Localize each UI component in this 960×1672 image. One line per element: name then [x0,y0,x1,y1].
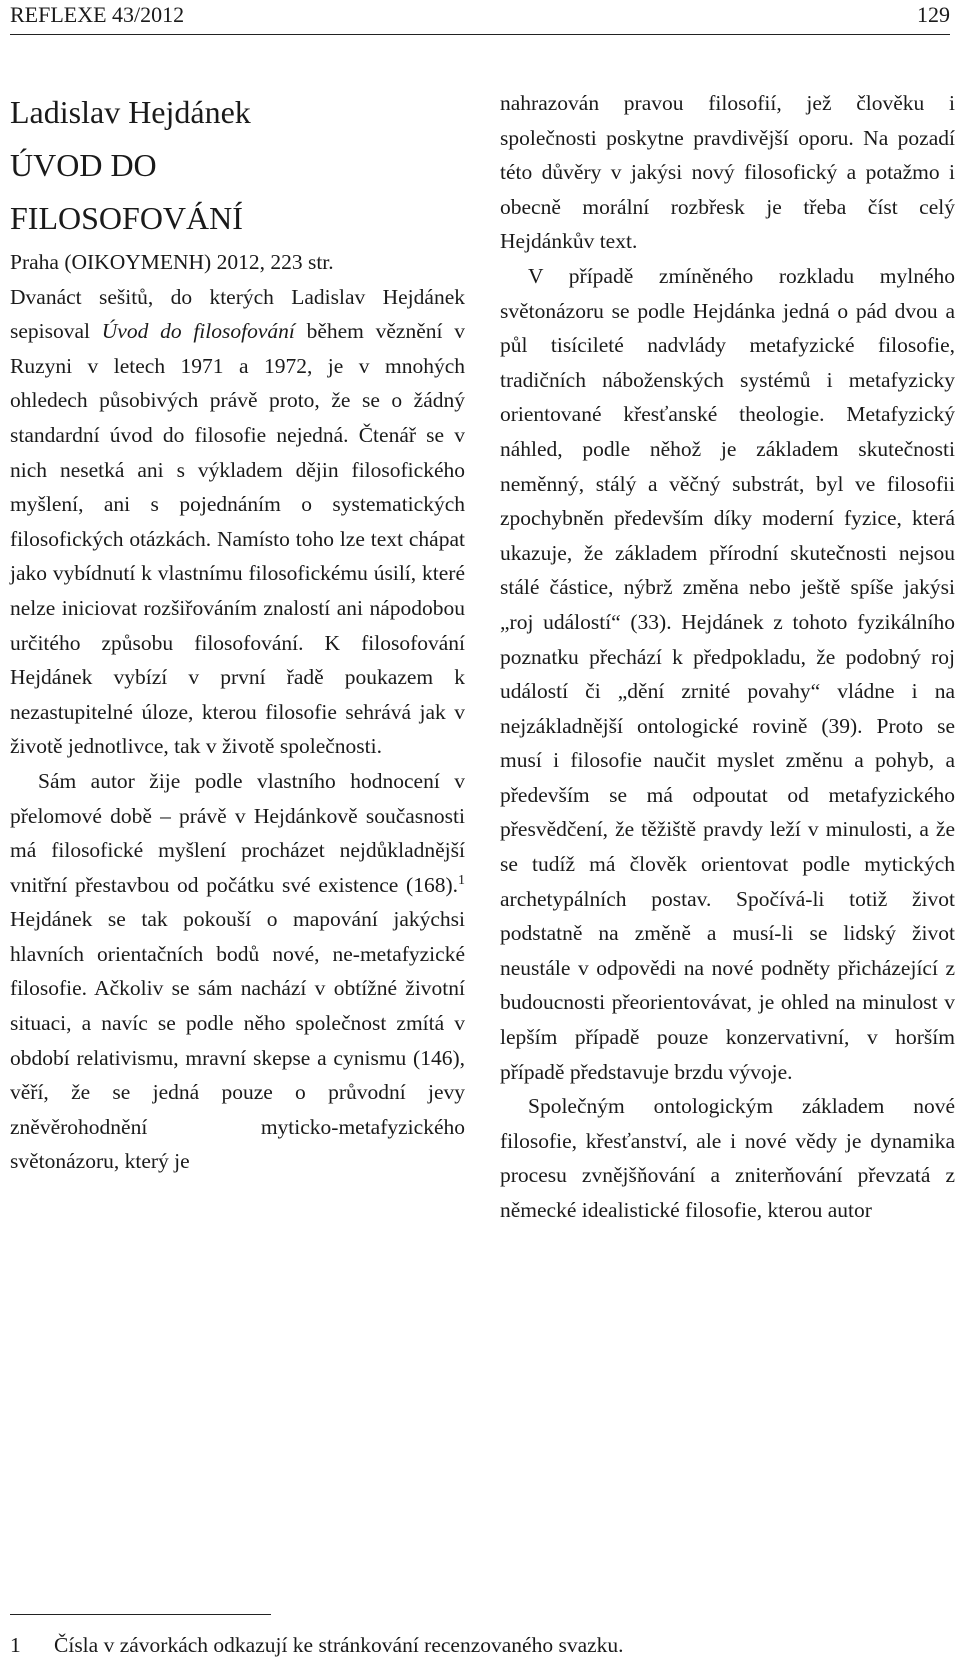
footnote-number: 1 [10,1633,21,1657]
page-number: 129 [917,2,950,27]
paragraph-text: Sám autor žije podle vlastního hodnocení v přelomové době – právě v Hejdánkově současnosti má filosofické myšlení procházet nejdůkladnější vnitřní přestavbou od počátku své existence (168). [10,768,465,897]
paragraph-text: Dvanáct sešitů, do kterých Ladislav Hejdánek sepisoval [10,284,465,344]
publication-info: Praha (OIKOYMENH) 2012, 223 str. [10,250,334,274]
footnote-text: Čísla v závorkách odkazují ke stránkování recenzovaného svazku. [54,1633,624,1657]
paragraph-text: Hejdánek se tak pokouší o mapování jakýchsi hlavních orientačních bodů nové, ne-metafyzické filosofie. Ačkoliv se sám nachází v obtížné životní situaci, a navíc se podle něho společnost zmítá v období relativismu, mravní skepse a cynismu (146), věří, že se jedná pouze o průvodní jevy zněvěrohodnění myticko-metafyzického světonázoru, který je [10,907,465,1174]
running-header [10,0,950,35]
book-title-italic: Úvod do filosofování [101,319,295,344]
paragraph-text: během věznění v Ruzyni v letech 1971 a 1972, je v mnohých ohledech působivých právě proto, že se o žádný standardní úvod do filosofie nejedná. Čtenář se v nich nesetká ani s výkladem dějin filosofického myšlení, ani s pojednáním o systematických filosofických otázkách. Namísto toho lze text chápat jako vybídnutí k vlastnímu filosofickému úsilí, které nelze iniciovat rozšiřováním znalostí ani nápodobou určitého způsobu filosofování. K filosofování Hejdánek vybízí v první řadě poukazem k nezastupitelné úloze, kterou filosofie sehrává jak v životě jednotlivce, tak v životě společnosti. [10,319,465,759]
paragraph [10,280,465,764]
paragraph: Společným ontologickým základem nové filosofie, křesťanství, ale i nové vědy je dynamika procesu zvnějšňování a zniterňování převzatá z německé idealistické filosofie, kterou autor [500,1094,955,1222]
review-author: Ladislav Hejdánek [10,94,251,130]
right-column [500,86,955,1228]
footnote [10,1630,624,1660]
paragraph: nahrazován pravou filosofií, jež člověku i společnosti poskytne pravdivější oporu. Na pozadí této důvěry v jakýsi nový filosofický a potažmo i obecně morální rozbřesk je třeba číst celý Hejdánkův text. [500,91,955,254]
paragraph [10,764,465,1179]
footnote-divider [10,1614,271,1615]
journal-issue: REFLEXE 43/2012 [10,2,185,27]
left-column [10,86,465,1179]
review-title: ÚVOD DO FILOSOFOVÁNÍ [10,147,243,236]
footnote-reference[interactable]: 1 [458,872,465,888]
paragraph: V případě zmíněného rozkladu mylného světonázoru se podle Hejdánka jedná o pád dvou a půl tisícileté nadvlády metafyzické filosofie, tradičních náboženských systémů i metafyzicky orientované křesťanské theologie. Metafyzický náhled, podle něhož je základem skutečnosti neměnný, stálý a věčný substrát, byl ve filosofii zpochybněn především díky moderní fyzice, která ukazuje, že základem přírodní skutečnosti nejsou stálé částice, nýbrž změna nebo ještě spíše jakýsi „roj událostí“ (33). Hejdánek z tohoto fyzikálního poznatku přechází k předpokladu, že podobný roj událostí či „dění zrnité povahy“ vládne i na nejzákladnější ontologické rovině (39). Proto se musí i filosofie naučit myslet změnu a pohyb, a především se má odpoutat od metafyzického přesvědčení, že těžiště pravdy leží v minulosti, a že se tudíž má člověk orientovat podle mytických archetypálních postav. Spočívá-li totiž život podstatně na změně a musí-li se lidský život neustále v odpovědi na nové podněty přicházející z budoucnosti přeorientovávat, je ohled na minulost v lepším případě pouze konzervativní, v horším případě představuje brzdu vývoje. [500,263,955,1084]
